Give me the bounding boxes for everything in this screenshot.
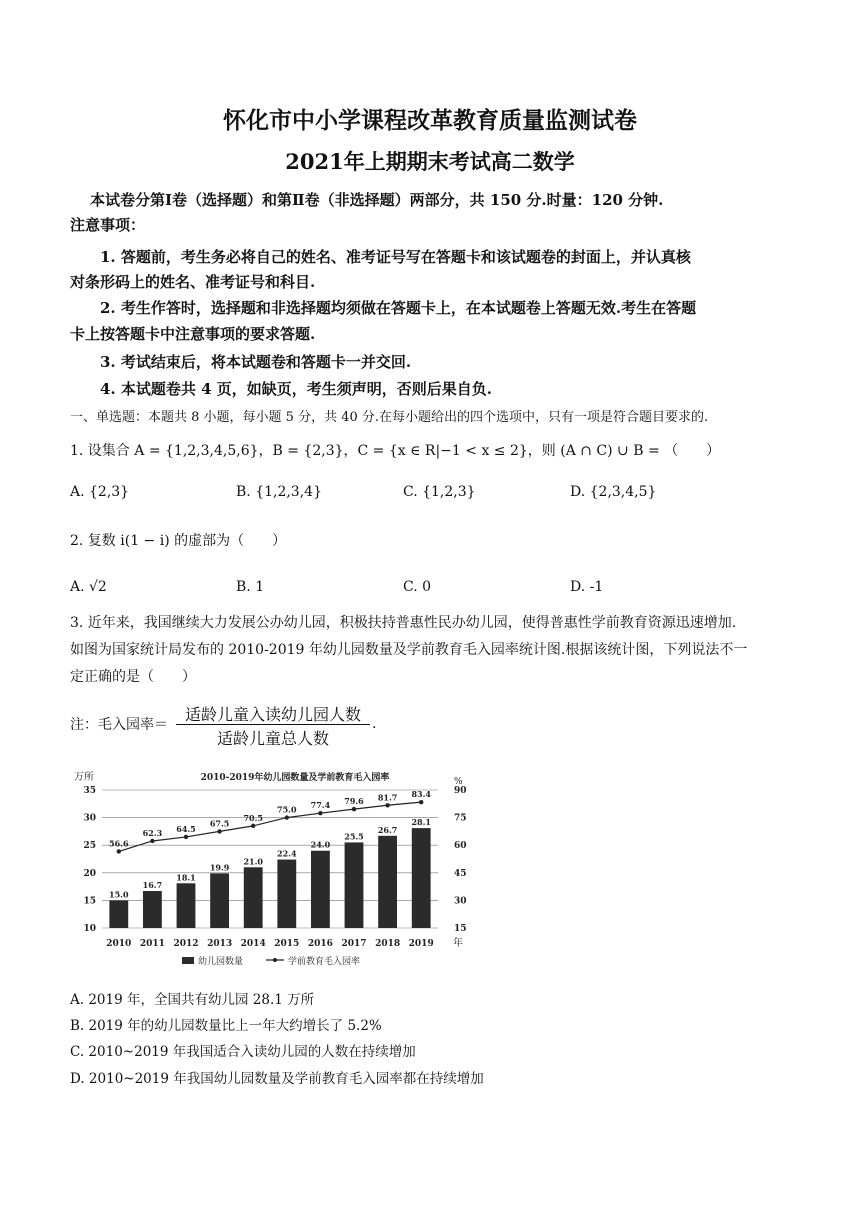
chart-grid bbox=[83, 786, 466, 934]
q2-option-b: B. 1 bbox=[236, 579, 265, 595]
line-value-label: 62.3 bbox=[142, 827, 163, 838]
x-tick-label: 2012 bbox=[173, 939, 199, 949]
exam-title: 怀化市中小学课程改革教育质量监测试卷 bbox=[223, 107, 637, 134]
line-value-label: 81.7 bbox=[377, 792, 398, 803]
note-denominator: 适龄儿童总人数 bbox=[216, 729, 329, 748]
right-tick-label: 90 bbox=[454, 786, 467, 796]
right-tick-label: 60 bbox=[454, 841, 467, 852]
left-tick-label: 20 bbox=[83, 868, 96, 879]
x-tick-label: 2016 bbox=[307, 939, 333, 949]
q3-option-a: A. 2019 年，全国共有幼儿园 28.1 万所 bbox=[70, 992, 315, 1008]
right-tick-label: 75 bbox=[454, 813, 467, 824]
q2-option-c: C. 0 bbox=[403, 579, 432, 595]
q2-option-a: A. √2 bbox=[70, 579, 107, 595]
left-tick-label: 25 bbox=[83, 841, 96, 852]
left-tick-label: 30 bbox=[83, 813, 96, 824]
q3-stem-c: 定正确的是（ ） bbox=[70, 669, 196, 685]
bar-value-label: 26.7 bbox=[377, 824, 398, 835]
bar-value-label: 25.5 bbox=[344, 831, 364, 842]
q2-option-d: D. -1 bbox=[570, 579, 604, 595]
q1-option-c: C. {1,2,3} bbox=[403, 484, 476, 500]
x-axis-unit: 年 bbox=[453, 938, 463, 949]
x-tick-label: 2010 bbox=[106, 939, 132, 949]
bar bbox=[345, 842, 364, 928]
q1-option-d: D. {2,3,4,5} bbox=[570, 484, 657, 500]
line-value-label: 56.6 bbox=[109, 838, 129, 849]
x-tick-label: 2018 bbox=[375, 939, 401, 949]
bar-value-label: 15.0 bbox=[109, 889, 129, 900]
right-tick-label: 30 bbox=[454, 896, 467, 907]
fraction-bar bbox=[176, 724, 370, 725]
q3-stem-b: 如图为国家统计局发布的 2010-2019 年幼儿园数量及学前教育毛入园率统计图.根据该统计图，下列说法不一 bbox=[70, 642, 748, 658]
line-point bbox=[419, 800, 423, 804]
notice-2b: 卡上按答题卡中注意事项的要求答题. bbox=[70, 325, 316, 343]
x-tick-label: 2015 bbox=[274, 939, 300, 949]
q3-option-b: B. 2019 年的幼儿园数量比上一年大约增长了 5.2% bbox=[70, 1018, 382, 1034]
chart-legend bbox=[182, 955, 360, 967]
x-tick-label: 2017 bbox=[341, 939, 367, 949]
legend-line-label: 学前教育毛入园率 bbox=[288, 957, 361, 967]
bar-value-label: 22.4 bbox=[277, 848, 297, 859]
line-value-label: 64.5 bbox=[176, 823, 196, 834]
legend-line-marker bbox=[273, 958, 277, 962]
line-value-label: 70.5 bbox=[243, 812, 263, 823]
chart-bars bbox=[109, 828, 430, 928]
line-value-label: 77.4 bbox=[310, 800, 331, 811]
notice-2a: 2. 考生作答时，选择题和非选择题均须做在答题卡上，在本试题卷上答题无效.考生在答题 bbox=[100, 299, 697, 317]
q3-option-c: C. 2010~2019 年我国适合入读幼儿园的人数在持续增加 bbox=[70, 1044, 416, 1060]
note-numerator: 适龄儿童入读幼儿园人数 bbox=[184, 705, 361, 724]
line-value-label: 67.5 bbox=[209, 818, 230, 829]
q3-option-d: D. 2010~2019 年我国幼儿园数量及学前教育毛入园率都在持续增加 bbox=[70, 1071, 484, 1087]
q2-stem: 2. 复数 i(1 − i) 的虚部为（ ） bbox=[70, 533, 287, 549]
bar bbox=[177, 883, 196, 928]
line-point bbox=[251, 824, 255, 828]
bar bbox=[412, 828, 431, 928]
bar bbox=[210, 873, 229, 928]
notice-3: 3. 考试结束后，将本试题卷和答题卡一并交回. bbox=[100, 353, 412, 371]
x-tick-label: 2013 bbox=[207, 939, 233, 949]
notice-1b: 对条形码上的姓名、准考证号和科目. bbox=[70, 273, 316, 291]
exam-subtitle: 2021年上期期末考试高二数学 bbox=[285, 149, 575, 174]
chart-title: 2010-2019年幼儿园数量及学前教育毛入园率 bbox=[200, 773, 390, 783]
q3-stem-a: 3. 近年来，我国继续大力发展公办幼儿园，积极扶持普惠性民办幼儿园，使得普惠性学前教育资源迅速增加. bbox=[70, 615, 737, 631]
bar bbox=[143, 891, 162, 928]
line-point bbox=[150, 839, 154, 843]
bar-value-label: 28.1 bbox=[411, 817, 431, 828]
intro-line: 本试卷分第Ⅰ卷（选择题）和第Ⅱ卷（非选择题）两部分，共 150 分.时量：120 分钟. bbox=[90, 191, 664, 209]
notice-label: 注意事项： bbox=[70, 216, 146, 234]
left-tick-label: 10 bbox=[83, 924, 96, 934]
line-point bbox=[352, 807, 356, 811]
section-heading: 一、单选题：本题共 8 小题，每小题 5 分，共 40 分.在每小题给出的四个选项中，只有一项是符合题目要求的. bbox=[70, 410, 709, 425]
x-tick-label: 2019 bbox=[408, 939, 434, 949]
line-point bbox=[385, 803, 389, 807]
legend-bar-label: 幼儿园数量 bbox=[198, 957, 244, 967]
right-tick-label: 15 bbox=[454, 924, 467, 934]
bar bbox=[277, 860, 296, 928]
q1-stem: 1. 设集合 A = {1,2,3,4,5,6}，B = {2,3}，C = {x ∈ R|−1 < x ≤ 2}，则 (A ∩ C) ∪ B = （ ） bbox=[70, 443, 721, 459]
line-value-label: 79.6 bbox=[344, 796, 364, 807]
bar-value-label: 24.0 bbox=[310, 839, 331, 850]
line-value-label: 75.0 bbox=[277, 804, 297, 815]
bar bbox=[378, 836, 397, 928]
x-tick-label: 2014 bbox=[240, 939, 266, 949]
note-end: . bbox=[372, 716, 377, 732]
legend-bar-swatch bbox=[182, 957, 194, 964]
line-point bbox=[285, 815, 289, 819]
kindergarten-chart bbox=[70, 768, 470, 973]
line-point bbox=[217, 829, 221, 833]
line-point bbox=[318, 811, 322, 815]
left-tick-label: 35 bbox=[83, 786, 96, 796]
q1-option-b: B. {1,2,3,4} bbox=[236, 484, 322, 500]
left-axis-unit: 万所 bbox=[74, 772, 94, 783]
enrollment-rate-line bbox=[119, 802, 421, 851]
notice-1a: 1. 答题前，考生务必将自己的姓名、准考证号写在答题卡和该试题卷的封面上，并认真核 bbox=[100, 248, 691, 266]
q1-option-a: A. {2,3} bbox=[70, 484, 130, 500]
line-point bbox=[184, 835, 188, 839]
right-axis-unit: % bbox=[454, 777, 463, 787]
line-value-label: 83.4 bbox=[411, 789, 431, 800]
note-prefix: 注：毛入园率＝ bbox=[70, 717, 168, 733]
bar-value-label: 16.7 bbox=[142, 880, 163, 891]
bar-value-label: 19.9 bbox=[209, 862, 230, 873]
bar bbox=[109, 900, 128, 928]
right-tick-label: 45 bbox=[454, 868, 467, 879]
left-tick-label: 15 bbox=[83, 896, 96, 907]
bar-value-label: 21.0 bbox=[243, 856, 263, 867]
line-point bbox=[117, 849, 121, 853]
bar bbox=[311, 851, 330, 928]
x-tick-label: 2011 bbox=[139, 939, 165, 949]
bar-value-label: 18.1 bbox=[176, 872, 196, 883]
notice-4: 4. 本试题卷共 4 页，如缺页，考生须声明，否则后果自负. bbox=[100, 380, 492, 398]
bar bbox=[244, 867, 263, 928]
